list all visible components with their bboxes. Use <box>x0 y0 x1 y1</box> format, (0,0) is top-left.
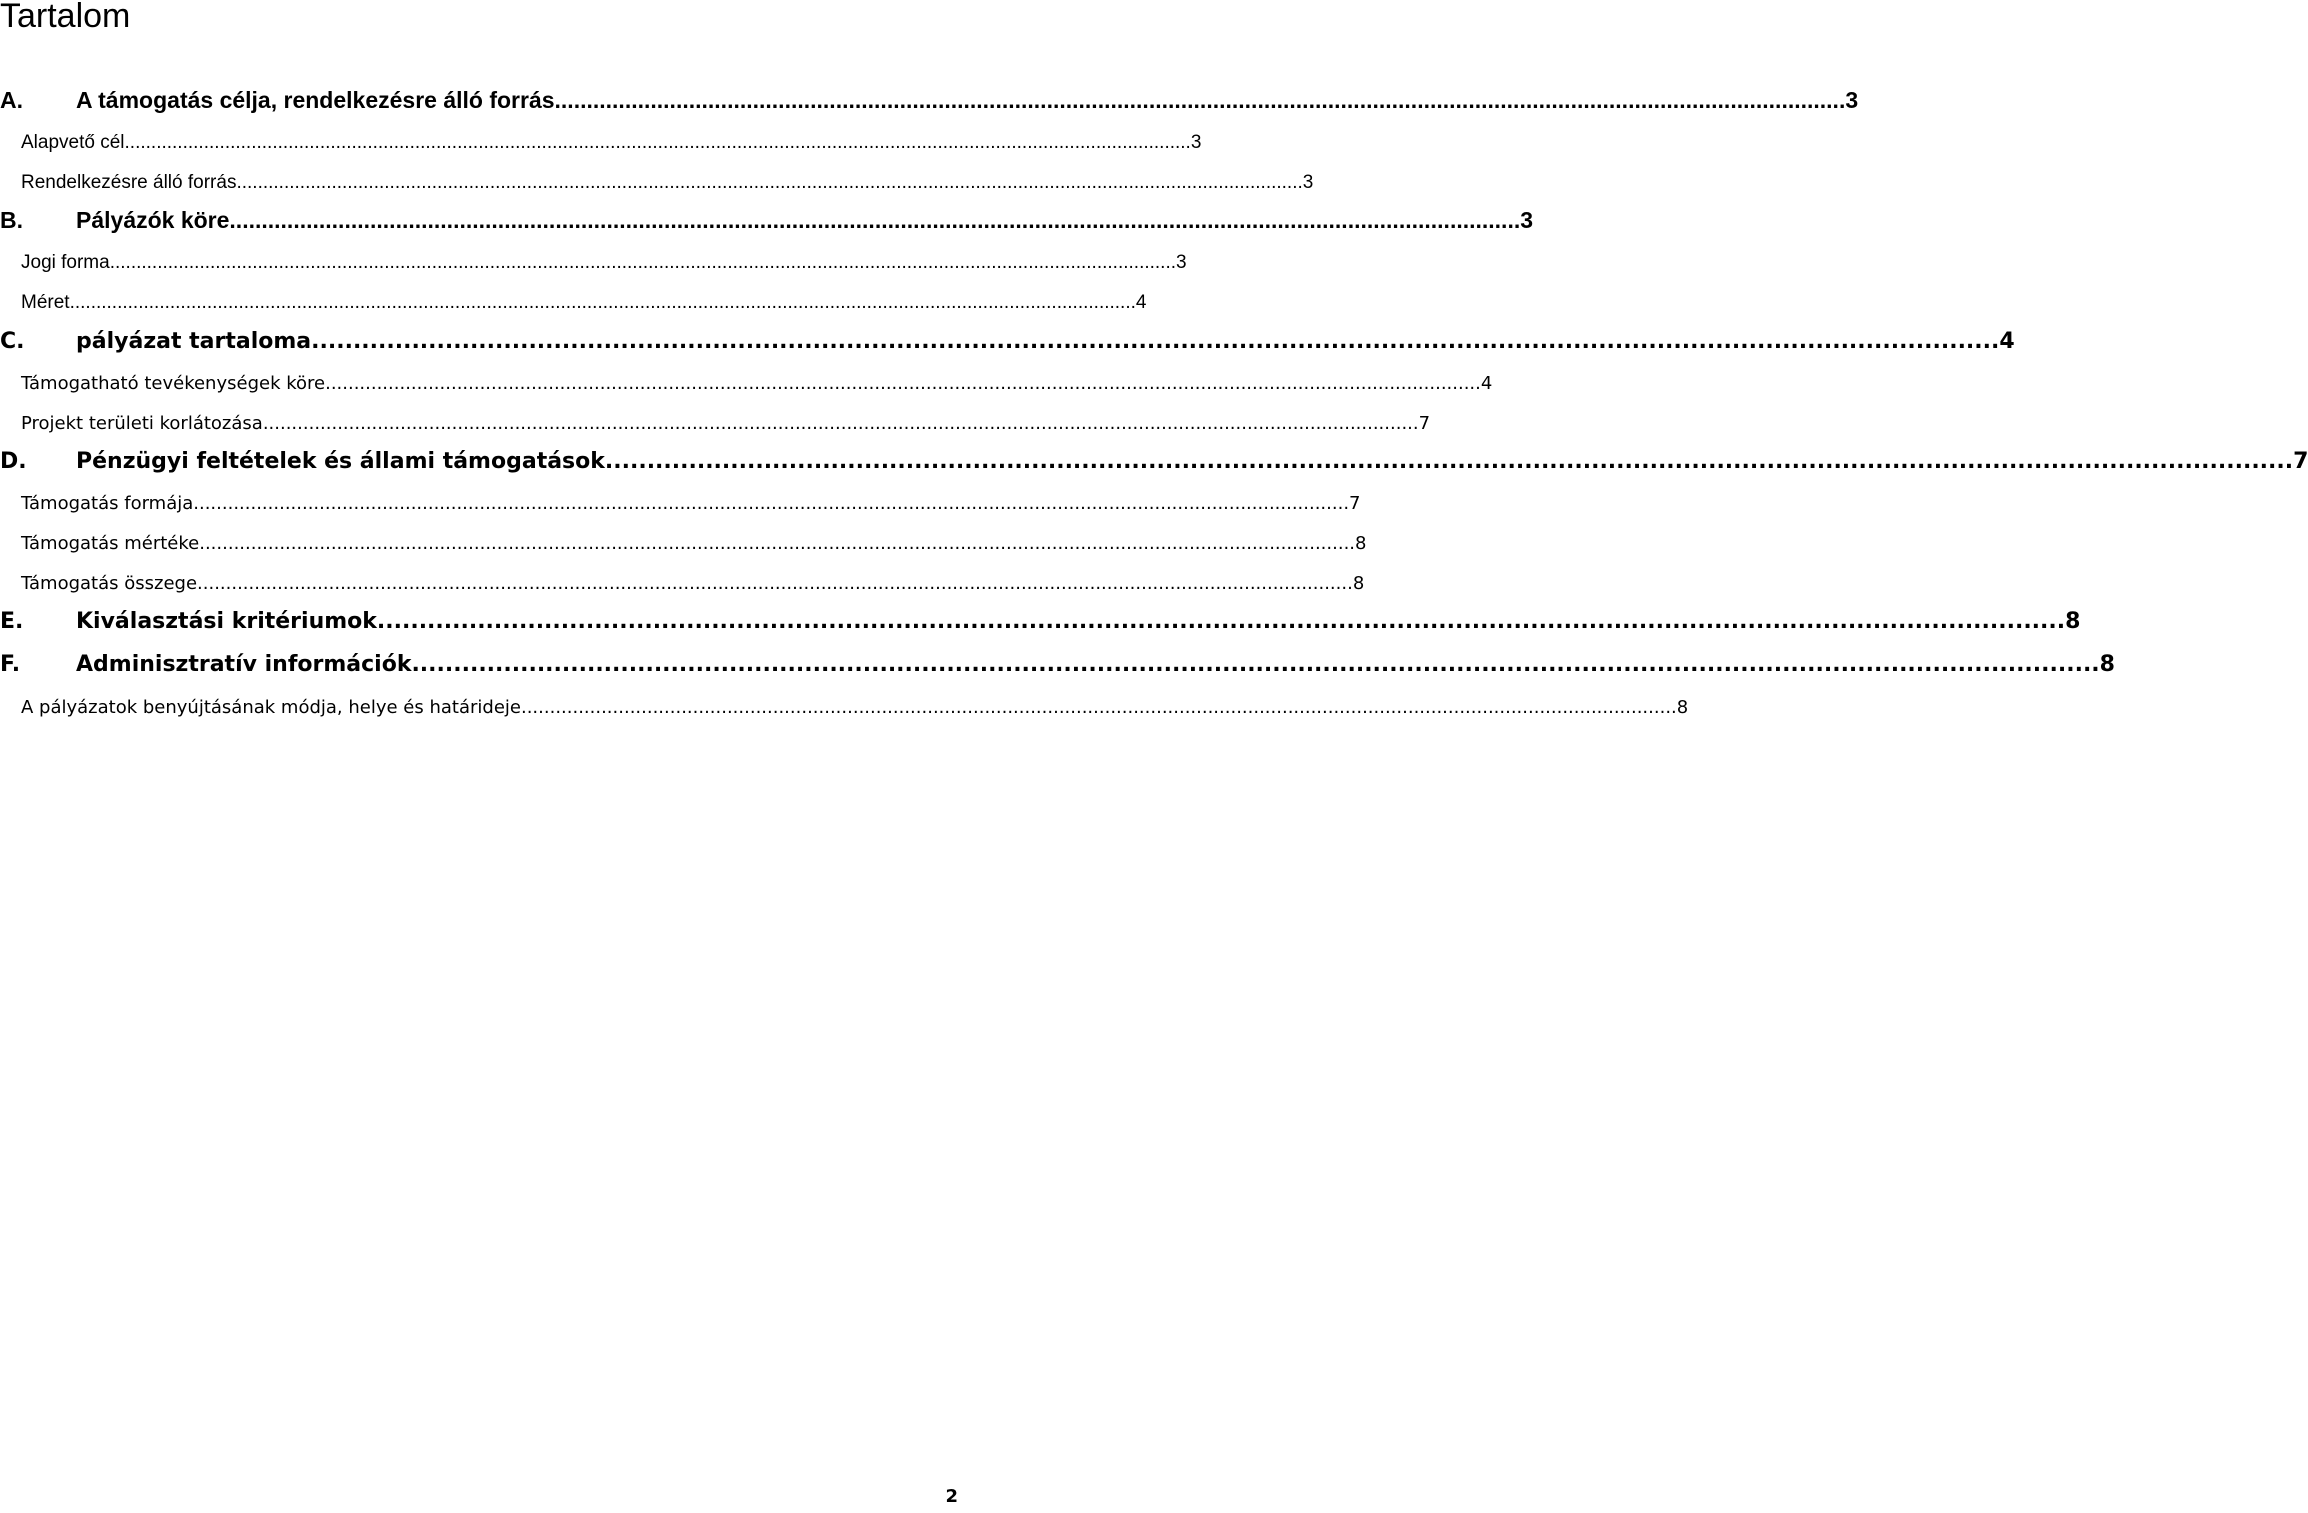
toc-entry-page: 3 <box>1520 207 1534 233</box>
toc-entry-letter: E. <box>0 609 24 634</box>
toc-entry-section-f[interactable] <box>0 649 2115 677</box>
toc-entry-letter: A. <box>0 87 23 113</box>
toc-entry-section-b[interactable] <box>0 206 1534 234</box>
toc-entry-label: Jogi forma <box>21 252 110 273</box>
toc-entry-benyujtas-modja[interactable] <box>21 690 1689 718</box>
toc-entry-label: Adminisztratív információk <box>76 652 412 677</box>
toc-entry-letter: D. <box>0 449 27 474</box>
toc-entry-projekt-teruleti-korlatozasa[interactable] <box>21 406 1431 434</box>
toc-entry-leader: .......................................................................................................................................................................................................... <box>193 493 1350 514</box>
toc-entry-page: 4 <box>1999 329 2015 354</box>
toc-entry-page: 7 <box>1349 493 1361 514</box>
toc-entry-leader: .......................................................................................................................................................................................................... <box>197 573 1353 594</box>
toc-entry-page: 4 <box>1480 373 1493 394</box>
toc-entry-leader: .......................................................................................................................................................................................................... <box>236 172 1303 193</box>
toc-entry-leader: .......................................................................................................................................................................................................... <box>604 449 2294 474</box>
toc-entry-tamogatas-formaja[interactable] <box>21 486 1361 514</box>
toc-entry-jogi-forma[interactable] <box>21 246 1187 274</box>
toc-entry-label: Támogatás formája <box>21 493 194 514</box>
toc-entry-rendelkezesre-allo-forras[interactable] <box>21 166 1314 194</box>
toc-entry-label: Rendelkezésre álló forrás <box>21 172 237 193</box>
toc-title: Tartalom <box>0 0 131 35</box>
toc-entry-label: Kiválasztási kritériumok <box>76 609 377 634</box>
toc-entry-letter: C. <box>0 329 25 354</box>
toc-entry-label: A támogatás célja, rendelkezésre álló forrás <box>76 87 555 113</box>
toc-entry-page: 4 <box>1135 292 1147 313</box>
toc-entry-page: 3 <box>1176 252 1187 273</box>
toc-entry-leader: .......................................................................................................................................................................................................... <box>124 132 1191 153</box>
toc-entry-label: Pályázók köre <box>76 207 230 233</box>
toc-entry-label: Támogatás összege <box>21 573 198 594</box>
toc-entry-letter: F. <box>0 652 21 677</box>
toc-entry-page: 3 <box>1190 132 1202 153</box>
page-number: 2 <box>945 1486 958 1507</box>
toc-entry-label: Pénzügyi feltételek és állami támogatások <box>76 449 605 474</box>
toc-entry-tamogatas-osszege[interactable] <box>21 566 1365 594</box>
toc-entry-leader: .......................................................................................................................................................................................................... <box>325 373 1481 394</box>
toc-entry-label: Projekt területi korlátozása <box>21 413 263 434</box>
toc-entry-tamogathato-tevekenysegek[interactable] <box>21 366 1493 394</box>
toc-entry-leader: .......................................................................................................................................................................................................... <box>376 609 2066 634</box>
toc-entry-leader: .......................................................................................................................................................................................................... <box>109 252 1177 273</box>
toc-entry-section-c[interactable] <box>0 326 2015 354</box>
toc-entry-label: A pályázatok benyújtásának módja, helye és határideje <box>21 697 521 718</box>
toc-entry-leader: .......................................................................................................................................................................................................... <box>262 413 1419 434</box>
toc-entry-label: Méret <box>21 292 70 313</box>
toc-entry-label: Támogatható tevékenységek köre <box>21 373 326 394</box>
toc-entry-page: 3 <box>1302 172 1314 193</box>
toc-entry-tamogatas-merteke[interactable] <box>21 526 1367 554</box>
toc-entry-page: 3 <box>1845 87 1859 113</box>
toc-entry-leader: .......................................................................................................................................................................................................... <box>229 207 1521 233</box>
toc-entry-section-a[interactable] <box>0 86 1859 114</box>
toc-entry-page: 7 <box>2293 449 2308 474</box>
toc-entry-letter: B. <box>0 207 23 233</box>
toc-entry-meret[interactable] <box>21 286 1147 314</box>
toc-entry-leader: .......................................................................................................................................................................................................... <box>520 697 1677 718</box>
toc-entry-page: 8 <box>2065 609 2081 634</box>
toc-entry-leader: .......................................................................................................................................................................................................... <box>311 329 2000 354</box>
toc-entry-leader: .......................................................................................................................................................................................................... <box>69 292 1136 313</box>
toc-entry-leader: .......................................................................................................................................................................................................... <box>411 652 2100 677</box>
toc-entry-section-d[interactable] <box>0 446 2308 474</box>
toc-entry-leader: .......................................................................................................................................................................................................... <box>199 533 1356 554</box>
toc-entry-page: 8 <box>2099 652 2115 677</box>
toc-entry-page: 8 <box>1352 573 1365 594</box>
toc-entry-page: 8 <box>1676 697 1689 718</box>
toc-entry-label: Támogatás mértéke <box>21 533 200 554</box>
toc-entry-page: 7 <box>1418 413 1431 434</box>
toc-entry-alapveto-cel[interactable] <box>21 126 1202 154</box>
toc-entry-section-e[interactable] <box>0 606 2081 634</box>
toc-entry-label: pályázat tartaloma <box>76 329 312 354</box>
toc-entry-label: Alapvető cél <box>21 132 125 153</box>
toc-entry-page: 8 <box>1355 533 1367 554</box>
toc-entry-leader: .......................................................................................................................................................................................................... <box>554 87 1846 113</box>
